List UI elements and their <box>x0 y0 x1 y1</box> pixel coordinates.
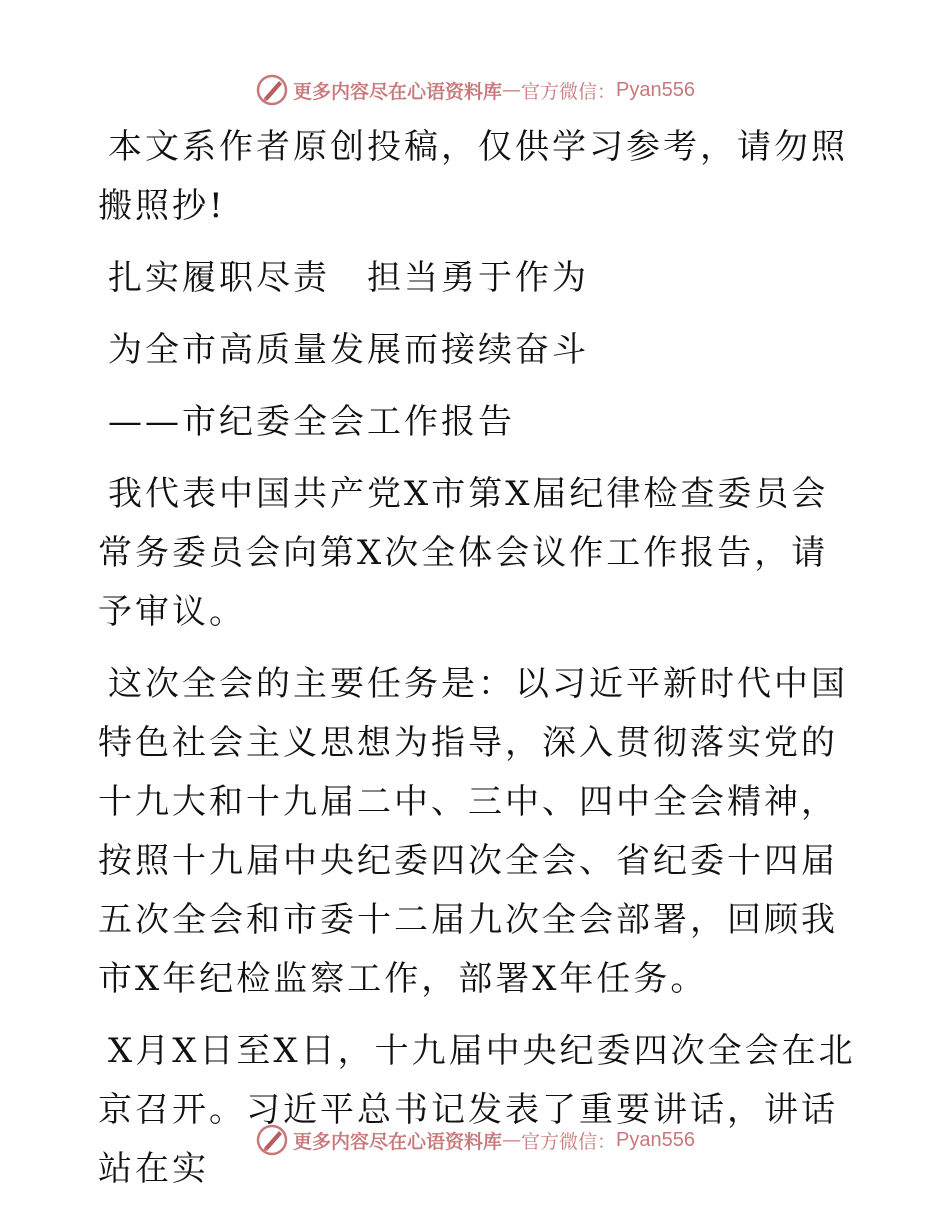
watermark-main-text: 更多内容尽在心语资料库 <box>293 1130 503 1153</box>
watermark-main-text: 更多内容尽在心语资料库 <box>293 80 503 103</box>
footer-watermark <box>0 1120 950 1160</box>
watermark-id: Pyan556 <box>616 78 695 101</box>
title-line-1: 扎实履职尽责 担当勇于作为 <box>108 258 589 298</box>
document-body <box>98 118 858 1212</box>
watermark-id: Pyan556 <box>616 1128 695 1151</box>
watermark-dash: — <box>502 79 522 101</box>
paragraph-meeting: X月X日至X日，十九届中央纪委四次全会在北京召开。习近平总书记发表了重要讲话，讲话站在实 <box>98 1031 856 1189</box>
watermark-sub-text: 官方微信： <box>521 1130 617 1153</box>
paragraph-disclaimer: 本文系作者原创投稿，仅供学习参考，请勿照搬照抄! <box>98 127 848 226</box>
subtitle: ——市纪委全会工作报告 <box>108 402 515 442</box>
header-watermark <box>0 70 950 110</box>
title-line-2: 为全市高质量发展而接续奋斗 <box>108 330 589 370</box>
quill-logo-icon <box>255 1123 289 1157</box>
watermark-dash: — <box>502 1129 522 1151</box>
watermark-sub-text: 官方微信： <box>521 80 617 103</box>
quill-logo-icon <box>255 73 289 107</box>
paragraph-task: 这次全会的主要任务是：以习近平新时代中国特色社会主义思想为指导，深入贯彻落实党的十九大和十九届二中、三中、四中全会精神，按照十九届中央纪委四次全会、省纪委十四届五次全会和市委十二届九次全会部署，回顾我市X年纪检监察工作，部署X年任务。 <box>98 664 848 999</box>
paragraph-intro: 我代表中国共产党X市第X届纪律检查委员会常务委员会向第X次全体会议作工作报告，请予审议。 <box>98 474 829 632</box>
